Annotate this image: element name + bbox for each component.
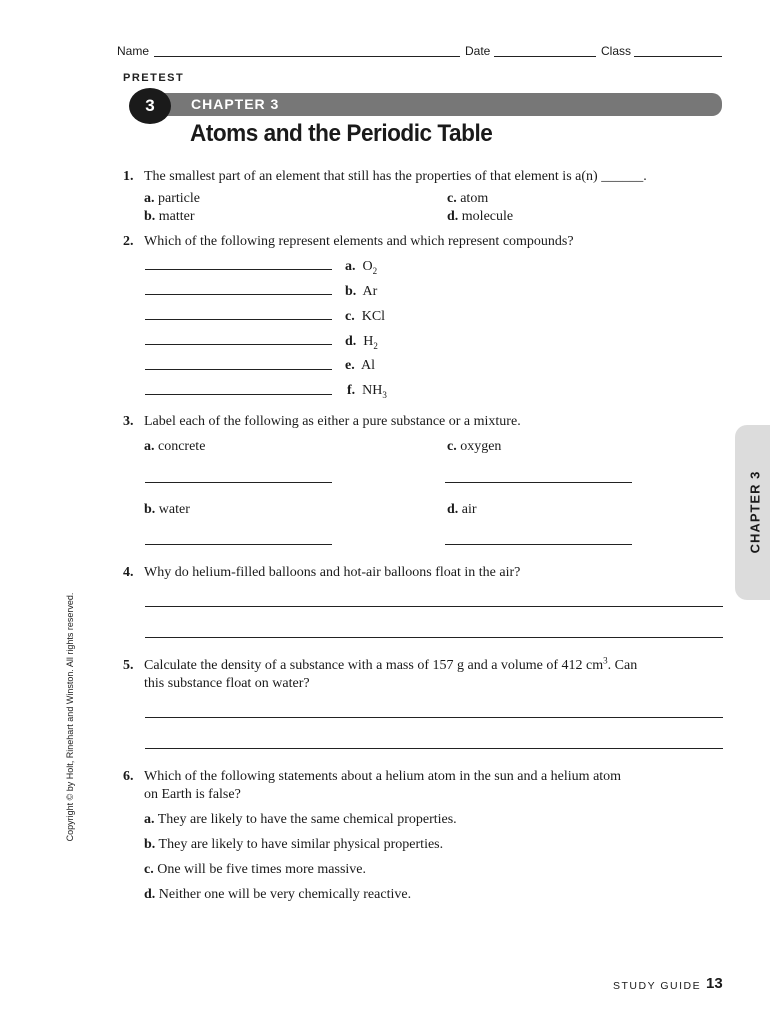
class-field[interactable]: [634, 56, 722, 57]
q1-option-a: a. particle: [144, 191, 200, 206]
question-5-text-line2: this substance float on water?: [144, 676, 310, 691]
question-6-text-line2: on Earth is false?: [144, 787, 241, 802]
q4-answer-line-1[interactable]: [145, 606, 723, 607]
q6-option-d: d. Neither one will be very chemically reactive.: [144, 887, 412, 902]
date-label: Date: [465, 44, 491, 58]
question-5: 5.: [123, 658, 134, 673]
q2-item-c: c. KCl: [345, 309, 386, 324]
chapter-label: CHAPTER 3: [191, 96, 280, 112]
q3-answer-line-a[interactable]: [145, 482, 332, 483]
chapter-number-badge: 3: [129, 88, 171, 124]
question-2-text: Which of the following represent elements and which represent compounds?: [144, 234, 574, 249]
q3-item-c: c. oxygen: [447, 439, 502, 454]
q4-answer-line-2[interactable]: [145, 637, 723, 638]
pretest-label: PRETEST: [123, 72, 185, 84]
class-label: Class: [601, 44, 632, 58]
name-label: Name: [117, 44, 150, 58]
q2-item-d: d. $H_2$: [345, 334, 378, 351]
q2-answer-line-e[interactable]: [145, 369, 332, 370]
page-title: Atoms and the Periodic Table: [190, 120, 493, 147]
question-3: 3.: [123, 414, 134, 429]
q1-option-d: d. molecule: [447, 209, 514, 224]
q2-item-a: a. $O_2$: [345, 259, 378, 276]
q3-item-d: d. air: [447, 502, 477, 517]
question-2: 2.: [123, 234, 134, 249]
copyright-notice: Copyright © by Holt, Rinehart and Winston. All rights reserved.: [65, 592, 75, 842]
q3-item-b: b. water: [144, 502, 190, 517]
q5-answer-line-1[interactable]: [145, 717, 723, 718]
question-1-text: The smallest part of an element that still has the properties of that element is a(n) ______.: [144, 169, 647, 184]
q6-option-b: b. They are likely to have similar physical properties.: [144, 837, 444, 852]
q2-item-f: f. $NH_3$: [347, 383, 387, 400]
question-5-text: Calculate the density of a substance with a mass of 157 g and a volume of 412 $cm^3$. Can: [144, 655, 638, 673]
q2-answer-line-c[interactable]: [145, 319, 332, 320]
q2-answer-line-d[interactable]: [145, 344, 332, 345]
question-4-text: Why do helium-filled balloons and hot-air balloons float in the air?: [144, 565, 521, 580]
question-number: 1.: [123, 169, 134, 184]
q5-answer-line-2[interactable]: [145, 748, 723, 749]
q6-option-c: c. One will be five times more massive.: [144, 862, 367, 877]
q3-answer-line-d[interactable]: [445, 544, 632, 545]
question-6: 6.: [123, 769, 134, 784]
name-field[interactable]: [154, 56, 460, 57]
q2-item-e: e. Al: [345, 358, 375, 373]
q2-answer-line-f[interactable]: [145, 394, 332, 395]
q3-answer-line-b[interactable]: [145, 544, 332, 545]
question-1: [123, 168, 134, 186]
question-3-text: Label each of the following as either a pure substance or a mixture.: [144, 414, 521, 429]
q1-option-b: b. matter: [144, 209, 195, 224]
page-number: 13: [706, 975, 723, 992]
footer-label: STUDY GUIDE: [613, 980, 702, 992]
chapter-side-tab-label: CHAPTER 3: [747, 470, 763, 554]
q3-answer-line-c[interactable]: [445, 482, 632, 483]
q2-answer-line-b[interactable]: [145, 294, 332, 295]
q6-option-a: a. They are likely to have the same chemical properties.: [144, 812, 457, 827]
q3-item-a: a. concrete: [144, 439, 206, 454]
q2-answer-line-a[interactable]: [145, 269, 332, 270]
q2-item-b: b. Ar: [345, 284, 378, 299]
question-4: 4.: [123, 565, 134, 580]
question-6-text: Which of the following statements about a helium atom in the sun and a helium atom: [144, 769, 622, 784]
q1-option-c: c. atom: [447, 191, 489, 206]
date-field[interactable]: [494, 56, 596, 57]
